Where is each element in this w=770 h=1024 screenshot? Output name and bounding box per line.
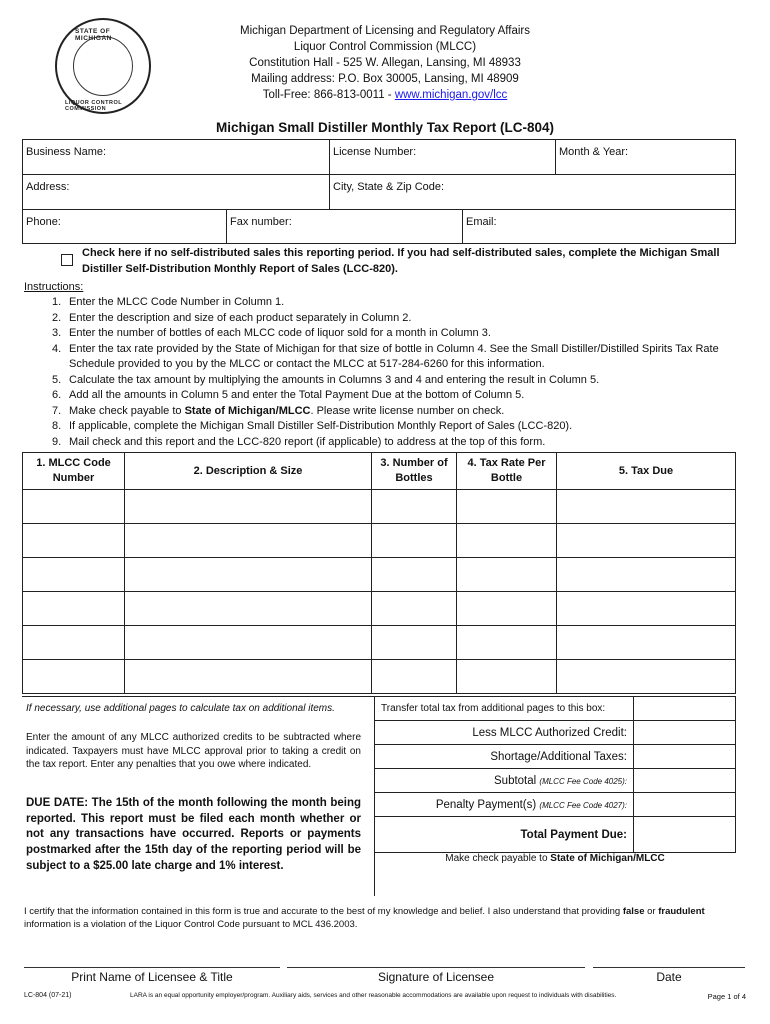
less-credit-label: Less MLCC Authorized Credit:	[375, 721, 634, 745]
seal-bottom-text: LIQUOR CONTROL COMMISSION	[65, 100, 123, 112]
table-row	[23, 626, 736, 660]
description-cell[interactable]	[125, 626, 372, 660]
payable-note: Make check payable to State of Michigan/MLCC	[445, 853, 665, 864]
instructions-heading: Instructions:	[24, 281, 84, 293]
bottles-cell[interactable]	[372, 626, 457, 660]
no-sales-checkbox[interactable]	[61, 254, 73, 266]
signature-label: Signature of Licensee	[377, 970, 495, 984]
tax-due-cell[interactable]	[557, 558, 736, 592]
total-label: Total Payment Due:	[375, 817, 634, 853]
summary-table	[374, 696, 736, 853]
tax-items-table	[22, 452, 736, 694]
page-number: Page 1 of 4	[707, 992, 746, 1001]
address-field[interactable]	[23, 175, 330, 210]
subtotal-value[interactable]	[634, 769, 736, 793]
additional-pages-note: If necessary, use additional pages to calculate tax on additional items.	[26, 703, 335, 714]
instructions-list	[52, 295, 752, 450]
instruction-item: 7. Make check payable to State of Michigan/MLCC. Please write license number on check.	[52, 404, 505, 417]
code-cell[interactable]	[23, 490, 125, 524]
license-number-label: License Number:	[333, 146, 417, 158]
rate-cell[interactable]	[457, 660, 557, 694]
instruction-item: 6. Add all the amounts in Column 5 and enter the Total Payment Due at the bottom of Column 5.	[52, 389, 525, 401]
month-year-label: Month & Year:	[559, 146, 629, 158]
tax-due-cell[interactable]	[557, 524, 736, 558]
licensee-info-table	[22, 139, 736, 175]
address-table	[22, 174, 736, 210]
instruction-item: 9. Mail check and this report and the LCC-820 report (if applicable) to address at the top of this form.	[52, 435, 546, 448]
rate-cell[interactable]	[457, 626, 557, 660]
rate-cell[interactable]	[457, 524, 557, 558]
tollfree-text: Toll-Free: 866-813-0011 -	[262, 89, 395, 101]
header-line: Mailing address: P.O. Box 30005, Lansing, MI 48909	[251, 73, 519, 85]
city-state-zip-field[interactable]	[330, 175, 736, 210]
instruction-item: 3. Enter the number of bottles of each MLCC code of liquor sold for a month in Column 3.	[52, 327, 491, 339]
code-cell[interactable]	[23, 558, 125, 592]
penalty-label: Penalty Payment(s) (MLCC Fee Code 4027):	[375, 793, 634, 817]
description-cell[interactable]	[125, 558, 372, 592]
bottles-cell[interactable]	[372, 524, 457, 558]
date-line[interactable]	[593, 967, 745, 968]
shortage-value[interactable]	[634, 745, 736, 769]
instruction-item: 4. Enter the tax rate provided by the State of Michigan for that size of bottle in Column 4. See the Small Distiller/Distilled Spirits Tax Rate Schedule provided to you by the MLCC or contact the MLCC at 517-284-6260 for this information.	[52, 342, 719, 370]
bottles-cell[interactable]	[372, 490, 457, 524]
transfer-label: Transfer total tax from additional pages to this box:	[375, 697, 634, 721]
seal-top-text: STATE OF MICHIGAN	[75, 28, 112, 42]
description-cell[interactable]	[125, 592, 372, 626]
subtotal-label: Subtotal (MLCC Fee Code 4025):	[375, 769, 634, 793]
header-line: Constitution Hall - 525 W. Allegan, Lansing, MI 48933	[249, 57, 521, 69]
header-line: Michigan Department of Licensing and Regulatory Affairs	[239, 25, 530, 37]
business-name-label: Business Name:	[26, 146, 107, 158]
col-header-rate: 4. Tax Rate Per Bottle	[457, 453, 557, 490]
instruction-item: 2. Enter the description and size of each product separately in Column 2.	[52, 311, 412, 324]
agency-header	[150, 23, 620, 103]
due-date-note: DUE DATE: The 15th of the month following the month being reported. This report must be filed each month whether or not any transactions have occurred. Reports or payments postmarked after the 15th day of the reporting period will be subject to a $25.00 late charge and 1% interest.	[26, 797, 361, 872]
form-id: LC-804 (07-21)	[24, 992, 72, 999]
shortage-label: Shortage/Additional Taxes:	[375, 745, 634, 769]
print-name-line[interactable]	[24, 967, 280, 968]
rate-cell[interactable]	[457, 490, 557, 524]
email-label: Email:	[466, 216, 497, 228]
col-header-code: 1. MLCC Code Number	[23, 453, 125, 490]
total-value[interactable]	[634, 817, 736, 853]
tax-due-cell[interactable]	[557, 660, 736, 694]
instruction-item: 1. Enter the MLCC Code Number in Column 1.	[52, 296, 285, 308]
table-row	[23, 660, 736, 694]
table-row	[23, 524, 736, 558]
seal-inner-ring	[73, 36, 133, 96]
phone-label: Phone:	[26, 216, 61, 228]
bottles-cell[interactable]	[372, 592, 457, 626]
code-cell[interactable]	[23, 524, 125, 558]
print-name-label: Print Name of Licensee & Title	[71, 970, 233, 984]
rate-cell[interactable]	[457, 558, 557, 592]
bottles-cell[interactable]	[372, 660, 457, 694]
instruction-item: 5. Calculate the tax amount by multiplying the amounts in Columns 3 and 4 and entering the result in Column 5.	[52, 373, 600, 386]
credits-note: Enter the amount of any MLCC authorized credits to be subtracted where indicated. Taxpayers must have MLCC approval prior to taking a credit on the tax report. Enter any penalties that you owe where indicated.	[26, 732, 361, 770]
month-year-field[interactable]	[556, 140, 736, 175]
fax-label: Fax number:	[230, 216, 292, 228]
header-line: Liquor Control Commission (MLCC)	[293, 41, 477, 53]
certification-text: I certify that the information contained in this form is true and accurate to the best of my knowledge and belief. I also understand that providing false or fraudulent information is a violation of the Liquor Control Code pursuant to MCL 436.2003.	[24, 906, 705, 930]
tax-due-cell[interactable]	[557, 490, 736, 524]
date-label: Date	[656, 970, 682, 984]
header-line	[150, 87, 620, 103]
penalty-value[interactable]	[634, 793, 736, 817]
business-name-field[interactable]	[23, 140, 330, 175]
col-header-bottles: 3. Number of Bottles	[372, 453, 457, 490]
table-row	[23, 592, 736, 626]
code-cell[interactable]	[23, 592, 125, 626]
lara-statement: LARA is an equal opportunity employer/program. Auxiliary aids, services and other reasonable accommodations are available upon request to individuals with disabilities.	[130, 992, 617, 999]
page-title: Michigan Small Distiller Monthly Tax Report (LC-804)	[215, 120, 555, 135]
state-seal-icon	[55, 18, 151, 114]
email-field[interactable]	[463, 210, 736, 244]
instruction-item: 8. If applicable, complete the Michigan Small Distiller Self-Distribution Monthly Report of Sales (LCC-820).	[52, 420, 573, 432]
city-state-zip-label: City, State & Zip Code:	[333, 181, 445, 193]
description-cell[interactable]	[125, 490, 372, 524]
website-link[interactable]: www.michigan.gov/lcc	[394, 89, 508, 101]
tax-due-cell[interactable]	[557, 592, 736, 626]
code-cell[interactable]	[23, 626, 125, 660]
address-label: Address:	[26, 181, 70, 193]
transfer-value[interactable]	[634, 697, 736, 721]
rate-cell[interactable]	[457, 592, 557, 626]
no-sales-checkbox-label: Check here if no self-distributed sales this reporting period. If you had self-distributed sales, complete the Michigan Small Distiller Self-Distribution Monthly Report of Sales (LCC-820).	[82, 247, 720, 275]
fax-field[interactable]	[227, 210, 463, 244]
contact-table	[22, 209, 736, 244]
less-credit-value[interactable]	[634, 721, 736, 745]
signature-line[interactable]	[287, 967, 585, 968]
col-header-tax-due: 5. Tax Due	[557, 453, 736, 490]
description-cell[interactable]	[125, 524, 372, 558]
description-cell[interactable]	[125, 660, 372, 694]
bottles-cell[interactable]	[372, 558, 457, 592]
table-row	[23, 558, 736, 592]
col-header-description: 2. Description & Size	[125, 453, 372, 490]
tax-due-cell[interactable]	[557, 626, 736, 660]
table-row	[23, 490, 736, 524]
phone-field[interactable]	[23, 210, 227, 244]
license-number-field[interactable]	[330, 140, 556, 175]
code-cell[interactable]	[23, 660, 125, 694]
